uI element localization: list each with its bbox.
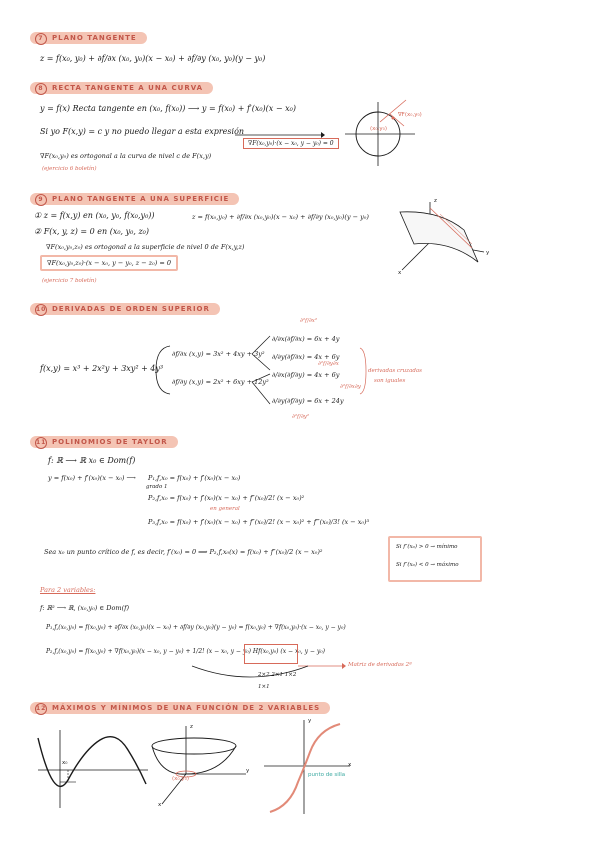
taylor-tangent: y = f(x₀) + f′(x₀)(x − x₀) ⟶ <box>48 474 136 482</box>
implicit-note: Si yo F(x,y) = c y no puedo llegar a esta expresión <box>40 127 245 136</box>
exercise-note: (ejercicio 7 boletín) <box>42 278 97 284</box>
section-title: RECTA TANGENTE A UNA CURVA <box>52 84 204 92</box>
taylor-p2: P₂,f,x₀ = f(x₀) + f′(x₀)(x − x₀) + f″(x₀)/2! (x − x₀)² <box>148 494 305 502</box>
taylor-p3: P₃,f,x₀ = f(x₀) + f′(x₀)(x − x₀) + f″(x₀)/2! (x − x₀)² + f‴(x₀)/3! (x − x₀)³ <box>148 518 370 526</box>
section-number: 12 <box>35 703 47 715</box>
surface-case-2: ② F(x, y, z) = 0 en (x₀, y₀, z₀) <box>34 227 149 236</box>
branch-brace <box>142 340 172 400</box>
taylor-domain: f: ℝ ⟶ ℝ x₀ ∈ Dom(f) <box>48 456 136 465</box>
product-brace <box>190 664 310 684</box>
taylor-p1: P₁,f,x₀ = f(x₀) + f′(x₀)(x − x₀) <box>148 474 241 482</box>
paraboloid-x-label: x <box>158 802 162 808</box>
single-variable-extremum-graph <box>38 730 148 810</box>
critical-point-statement: Sea x₀ un punto crítico de f, es decir, f′(x₀) = 0 ⟹ P₂,f,x₀(x) = f(x₀) + f″(x₀)/2 (x − x₀)² <box>44 548 323 556</box>
extremum-criteria-box <box>388 536 482 582</box>
second-partial-xy: ∂/∂x(∂f/∂y) = 4x + 6y <box>272 371 340 379</box>
section-number: 9 <box>35 194 47 206</box>
partial-y: ∂f/∂y (x,y) = 2x² + 6xy + 12y² <box>172 378 269 386</box>
result-dim: 1×1 <box>258 684 270 690</box>
exercise-note: (ejercicio 6 boletín) <box>42 166 97 172</box>
tangent-plane-formula: z = f(x₀, y₀) + ∂f/∂x (x₀, y₀)(x − x₀) + ∂f/∂y (x₀, y₀)(y − y₀) <box>40 54 266 63</box>
section-title: MÁXIMOS Y MÍNIMOS DE UNA FUNCIÓN DE 2 VARIABLES <box>52 704 321 712</box>
section-number: 7 <box>35 33 47 45</box>
gradient-equation-box: ∇F(x₀,y₀)·(x − x₀, y − y₀) = 0 <box>243 138 339 149</box>
matrix-dims: 2×2 2×1 1×2 <box>258 672 297 678</box>
x0-label: x₀ <box>62 760 68 766</box>
section-number: 11 <box>35 437 47 449</box>
section-title: POLINOMIOS DE TAYLOR <box>52 438 168 446</box>
tangent-line-formula: y = f(x) Recta tangente en (x₀, f(x₀)) ⟶ y = f(x₀) + f′(x₀)(x − x₀) <box>40 104 296 113</box>
saddle-point-graph <box>262 718 352 818</box>
second-partial-yx: ∂/∂y(∂f/∂x) = 4x + 6y <box>272 353 340 361</box>
section-7-header <box>30 32 147 44</box>
second-partial-yy: ∂/∂y(∂f/∂y) = 6x + 24y <box>272 397 344 405</box>
section-number: 8 <box>35 83 47 95</box>
max-criterion: Si f″(x₀) < 0 → máximo <box>396 562 459 568</box>
section-9-header <box>30 193 239 205</box>
partial-x: ∂f/∂x (x,y) = 3x² + 4xy + 3y² <box>172 350 265 358</box>
surface-plane-formula: z = f(x₀,y₀) + ∂f/∂x (x₀,y₀)(x − x₀) + ∂f/∂y (x₀,y₀)(y − y₀) <box>192 213 369 221</box>
section-8-header <box>30 82 213 94</box>
point-label: (x₀,y₀) <box>370 126 387 132</box>
orthogonal-note: ∇F(x₀,y₀) es ortogonal a la curva de nivel c de F(x,y) <box>40 152 212 160</box>
section-title: PLANO TANGENTE A UNA SUPERFICIE <box>52 195 230 203</box>
degree-note: grado 1 <box>146 484 168 490</box>
saddle-y-label: y <box>308 718 312 724</box>
axis-x-label: x <box>398 270 402 276</box>
paraboloid-y-label: y <box>246 768 250 774</box>
two-var-domain: f: ℝ² ⟶ ℝ, (x₀,y₀) ∈ Dom(f) <box>40 604 130 612</box>
section-11-header <box>30 436 178 448</box>
gradient-label: ∇F(x₀,y₀) <box>398 112 422 118</box>
surface-orthogonal-note: ∇F(x₀,y₀,z₀) es ortogonal a la superficie de nivel 0 de F(x,y,z) <box>46 243 245 251</box>
section-10-header <box>30 303 220 315</box>
min-criterion: Si f″(x₀) > 0 → mínimo <box>396 544 458 550</box>
hessian-note: Matriz de derivadas 2ª <box>348 662 412 668</box>
axis-z-label: z <box>434 198 437 204</box>
branch-x <box>252 330 274 370</box>
section-title: DERIVADAS DE ORDEN SUPERIOR <box>52 305 210 313</box>
branch-y <box>252 370 274 410</box>
general-note: en general <box>210 506 240 512</box>
function-definition: f(x,y) = x³ + 2x²y + 3xy² + 4y³ <box>40 364 164 373</box>
surface-case-1: ① z = f(x,y) en (x₀, y₀, f(x₀,y₀)) <box>34 211 155 220</box>
surface-diagram <box>400 200 500 280</box>
two-var-p2: P₂,f,(x₀,y₀) = f(x₀,y₀) + ∇f(x₀,y₀)(x − x₀, y − y₀) + 1/2! (x − x₀, y − y₀) Hf(x₀,y₀) (x − x₀, y − y₀) <box>46 648 325 655</box>
notation-xx: ∂²f/∂x² <box>300 318 318 324</box>
are-equal-note: son iguales <box>374 378 406 384</box>
saddle-point-label: punto de silla <box>308 772 346 778</box>
level-curve-diagram <box>340 98 440 178</box>
axis-y-label: y <box>486 250 490 256</box>
section-12-header <box>30 702 330 714</box>
paraboloid-z-label: z <box>190 724 193 730</box>
paraboloid-graph <box>146 724 256 814</box>
two-variables-title: Para 2 variables: <box>40 586 96 594</box>
saddle-x-label: x <box>348 762 352 768</box>
section-title: PLANO TANGENTE <box>52 34 137 42</box>
hessian-box <box>244 644 298 664</box>
second-partial-xx: ∂/∂x(∂f/∂x) = 6x + 4y <box>272 335 340 343</box>
notation-yx: ∂²f/∂y∂x <box>318 361 339 367</box>
notation-yy: ∂²f/∂y² <box>292 414 310 420</box>
two-var-p1: P₁,f,(x₀,y₀) = f(x₀,y₀) + ∂f/∂x (x₀,y₀)(x − x₀) + ∂f/∂y (x₀,y₀)(y − y₀) = f(x₀,y₀) + ∇f(x₀,y₀)·(x − x₀, y − y₀) <box>46 624 346 631</box>
notation-xy: ∂²f/∂x∂y <box>340 384 361 390</box>
paraboloid-point-label: (x₀,y₀) <box>172 776 189 782</box>
cross-derivatives-note: derivadas cruzadas <box>368 368 422 374</box>
section-number: 10 <box>35 304 47 316</box>
surface-gradient-box: ∇F(x₀,y₀,z₀)·(x − x₀, y − y₀, z − z₀) = 0 <box>40 255 178 271</box>
